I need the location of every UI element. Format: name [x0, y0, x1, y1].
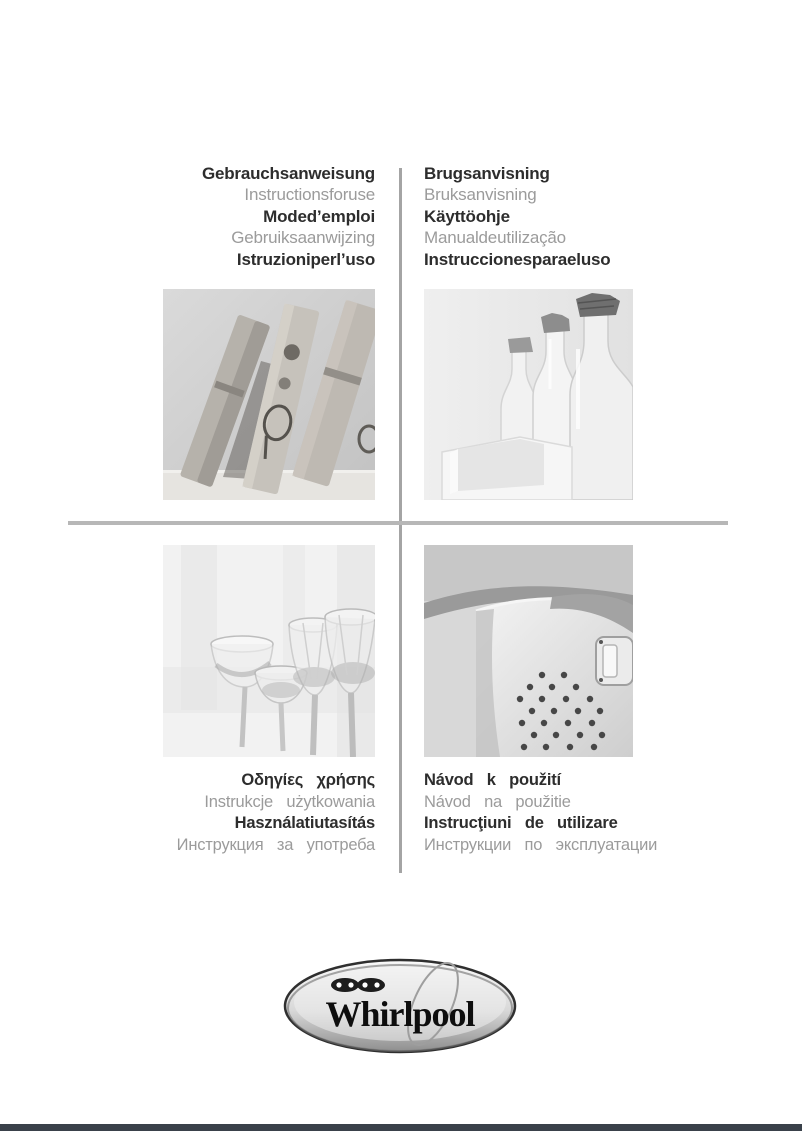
bottom-languages-right [424, 770, 754, 857]
top-languages-left [68, 163, 375, 270]
language-line-finnish: Käyttöohje [424, 206, 510, 226]
language-line-romanian: Instrucţiuni de utilizare [424, 814, 618, 833]
bottom-languages-left [68, 770, 375, 857]
top-languages-right [424, 163, 744, 270]
language-line-dutch: Gebruiksaanwijzing [231, 228, 375, 248]
language-line-slovak: Návod na použitie [424, 792, 571, 811]
language-line-bulgarian: Инструкция за употреба [176, 836, 375, 855]
language-line-greek: Οδηγίες χρήσης [241, 771, 375, 789]
drum-illustration [424, 545, 633, 757]
language-line-polish: Instrukcje użytkowania [204, 792, 375, 811]
language-line-french: Moded’emploi [263, 206, 375, 226]
glasses-illustration [163, 545, 375, 757]
wine-glasses-photo [163, 545, 375, 757]
milk-bottles-photo [424, 289, 633, 500]
language-line-italian: Istruzioniperl’uso [236, 249, 375, 269]
language-line-danish: Brugsanvisning [424, 164, 550, 183]
language-line-czech: Návod k použití [424, 771, 561, 789]
language-line-hungarian: Használatiutasítás [234, 814, 375, 833]
logo-wordmark: Whirlpool [325, 994, 475, 1034]
footer-bar [0, 1124, 802, 1131]
clothespins-illustration [163, 289, 375, 500]
whirlpool-logo-badge [283, 958, 517, 1054]
horizontal-divider [68, 521, 728, 525]
language-line-swedish: Bruksanvisning [424, 185, 537, 205]
language-line-portuguese: Manualdeutilização [424, 228, 566, 248]
language-line-english: Instructionsforuse [244, 185, 375, 205]
language-line-russian: Инструкции по эксплуатации [424, 836, 658, 855]
whirlpool-logo [283, 958, 517, 1054]
clothespins-photo [163, 289, 375, 500]
laundry-drum-photo [424, 545, 633, 757]
language-line-spanish: Instruccionesparaeluso [424, 249, 611, 269]
bottles-illustration [424, 289, 633, 500]
language-line-german: Gebrauchsanweisung [201, 164, 375, 183]
